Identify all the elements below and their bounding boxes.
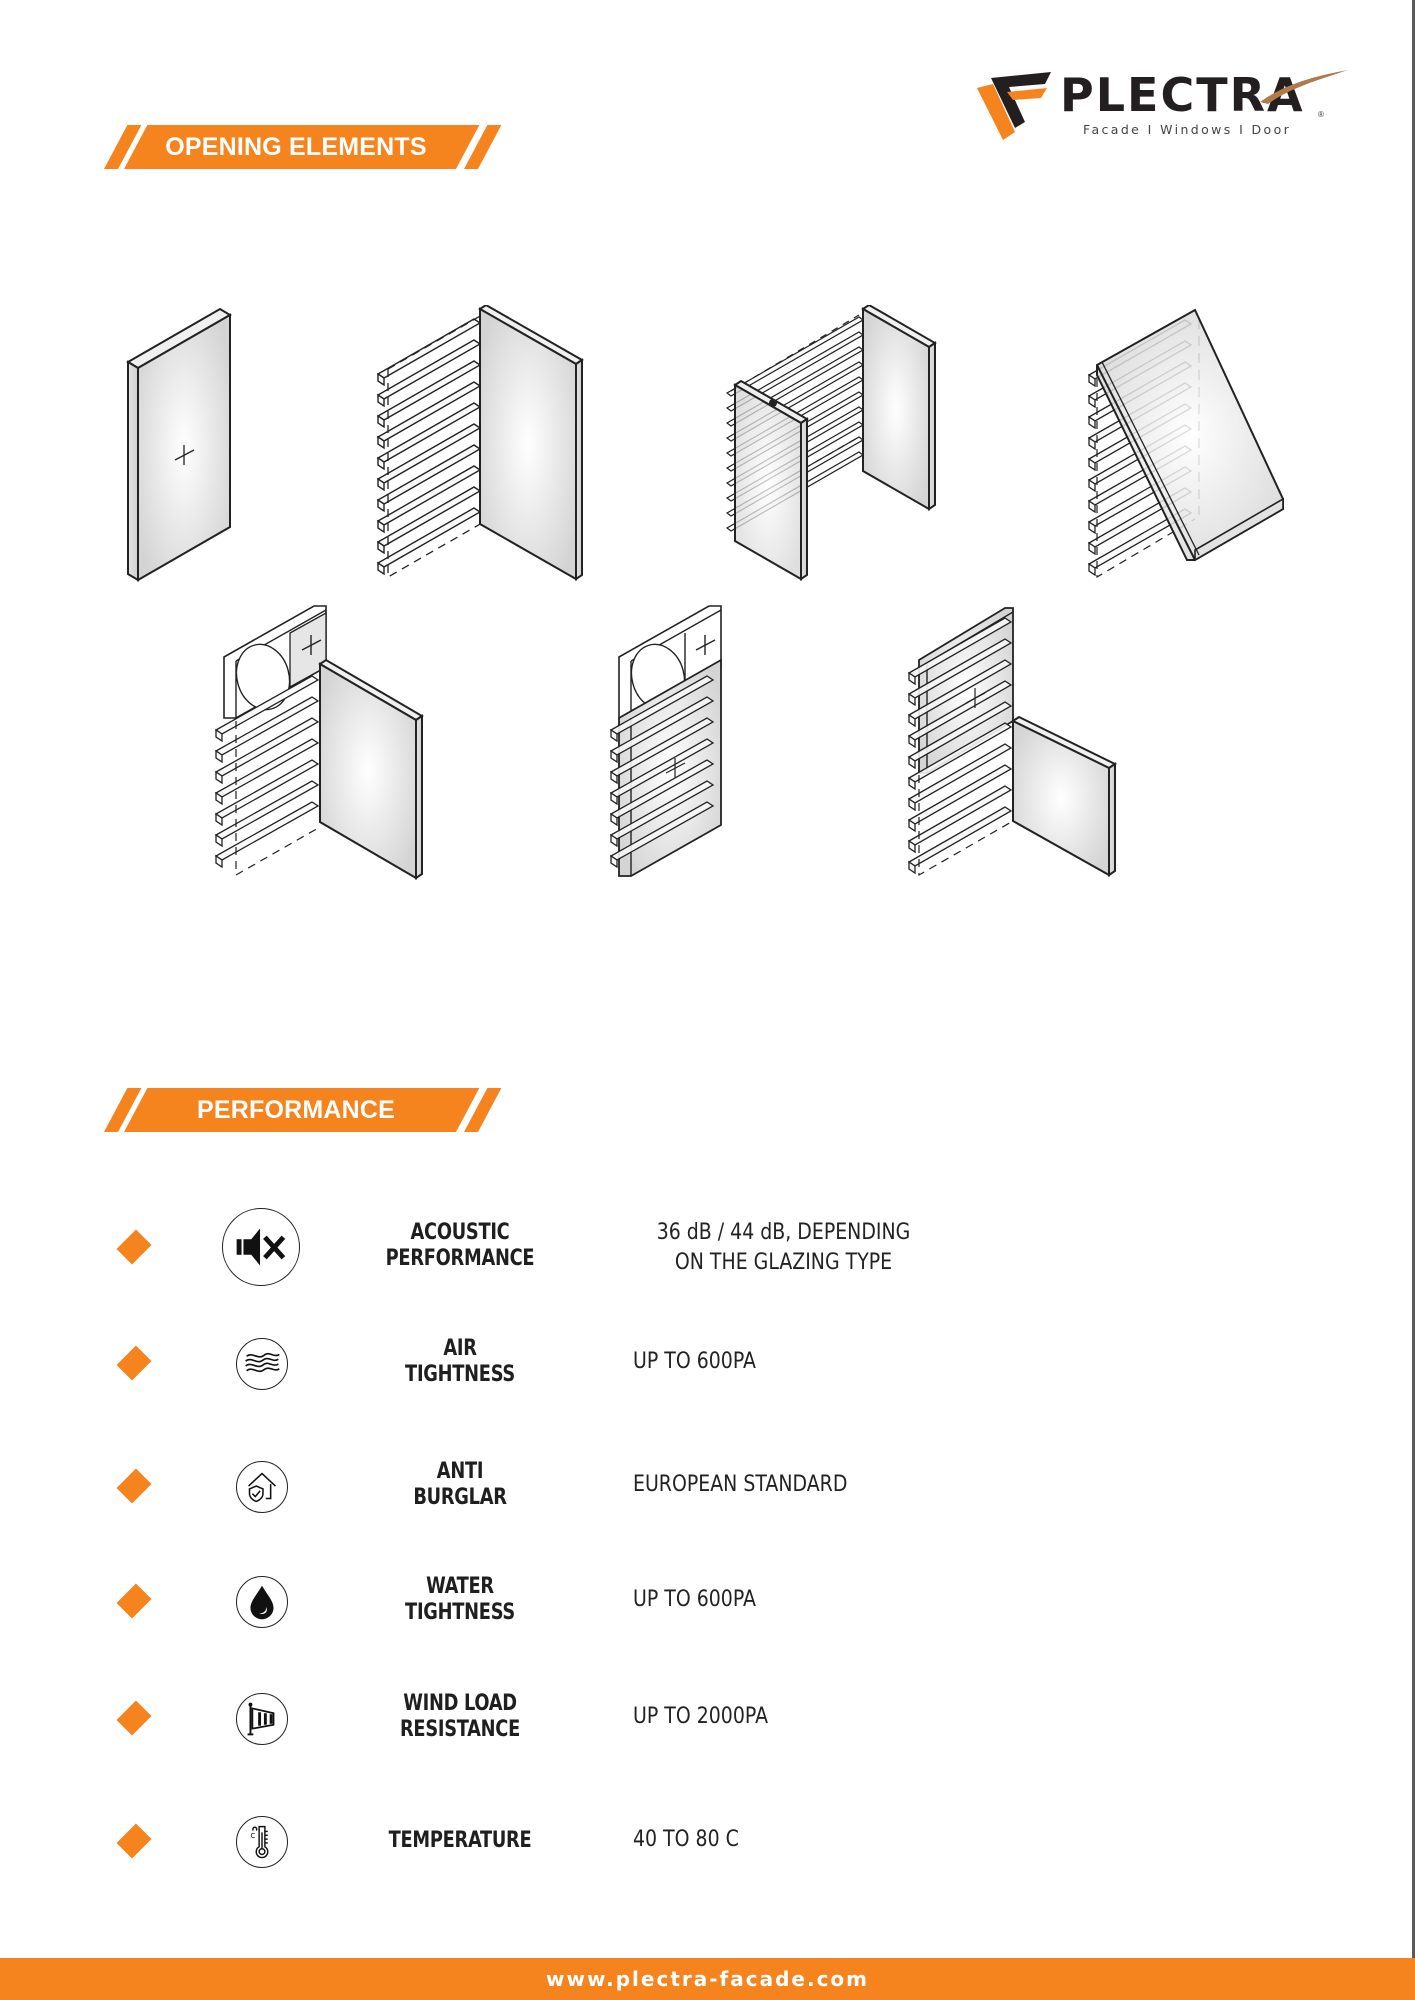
performance-row-air-tightness bbox=[0, 1318, 1415, 1408]
opening-element-sliding-fins bbox=[723, 305, 943, 585]
diamond-bullet-icon bbox=[116, 1345, 151, 1380]
section-title: OPENING ELEMENTS bbox=[165, 133, 427, 161]
brand-name: PLECTRA bbox=[1060, 68, 1305, 122]
opening-element-vent-fixed-panel bbox=[605, 603, 735, 883]
vent-fixed-panel-icon bbox=[605, 603, 735, 883]
windsock-icon bbox=[236, 1693, 288, 1745]
footer-bar bbox=[0, 1958, 1415, 2000]
water-drop-icon bbox=[236, 1576, 288, 1628]
thermometer-icon bbox=[236, 1816, 288, 1868]
performance-value: UP TO 600PA bbox=[633, 1587, 756, 1612]
air-waves-icon bbox=[236, 1338, 288, 1390]
sliding-panel-fins-icon bbox=[723, 305, 943, 585]
performance-name: AIR TIGHTNESS bbox=[405, 1336, 515, 1387]
house-shield-icon bbox=[236, 1461, 288, 1513]
opening-element-fixed-panel bbox=[126, 305, 236, 585]
svg-text:C: C bbox=[250, 1832, 256, 1841]
performance-name: ANTI BURGLAR bbox=[413, 1459, 507, 1510]
performance-row-wind-load bbox=[0, 1673, 1415, 1763]
top-hung-panel-fins-icon bbox=[1085, 305, 1290, 585]
performance-name: WIND LOAD RESISTANCE bbox=[399, 1691, 521, 1742]
performance-row-acoustic bbox=[0, 1202, 1415, 1292]
stacked-panels-icon bbox=[905, 603, 1125, 883]
brand-swoosh-icon bbox=[1230, 66, 1350, 106]
brand-tagline: Facade I Windows I Door bbox=[1083, 122, 1292, 137]
performance-row-water-tightness bbox=[0, 1556, 1415, 1646]
section-banner-opening-elements bbox=[102, 125, 488, 169]
performance-name: TEMPERATURE bbox=[388, 1828, 532, 1853]
performance-value: EUROPEAN STANDARD bbox=[633, 1472, 848, 1497]
performance-name: ACOUSTIC PERFORMANCE bbox=[385, 1220, 535, 1271]
section-title: PERFORMANCE bbox=[196, 1096, 396, 1124]
section-banner-performance bbox=[102, 1088, 488, 1132]
performance-value: 40 TO 80 C bbox=[633, 1827, 739, 1852]
diamond-bullet-icon bbox=[116, 1823, 151, 1858]
diamond-bullet-icon bbox=[116, 1468, 151, 1503]
plectra-mark-icon bbox=[975, 70, 1055, 140]
website-link[interactable]: www.plectra-facade.com bbox=[545, 1967, 870, 1991]
performance-value: UP TO 600PA bbox=[633, 1349, 756, 1374]
diamond-bullet-icon bbox=[116, 1700, 151, 1735]
performance-row-anti-burglar bbox=[0, 1441, 1415, 1531]
single-panel-fixed-icon bbox=[126, 305, 236, 585]
registered-mark: ® bbox=[1318, 110, 1324, 119]
vent-side-panel-icon bbox=[210, 603, 430, 883]
performance-value: 36 dB / 44 dB, DEPENDING ON THE GLAZING TYPE bbox=[656, 1220, 911, 1275]
opening-element-top-hung-fins bbox=[1085, 305, 1290, 585]
diamond-bullet-icon bbox=[116, 1229, 151, 1264]
diamond-bullet-icon bbox=[116, 1583, 151, 1618]
opening-element-stacked-panels bbox=[905, 603, 1125, 883]
opening-element-vent-side-panel bbox=[210, 603, 430, 883]
plectra-logo bbox=[975, 66, 1345, 146]
opening-element-side-hung-fins bbox=[372, 305, 587, 585]
mute-speaker-icon bbox=[222, 1208, 300, 1286]
performance-row-temperature bbox=[0, 1796, 1415, 1886]
side-hung-panel-fins-icon bbox=[372, 305, 587, 585]
performance-value: UP TO 2000PA bbox=[633, 1704, 769, 1729]
performance-name: WATER TIGHTNESS bbox=[405, 1574, 515, 1625]
